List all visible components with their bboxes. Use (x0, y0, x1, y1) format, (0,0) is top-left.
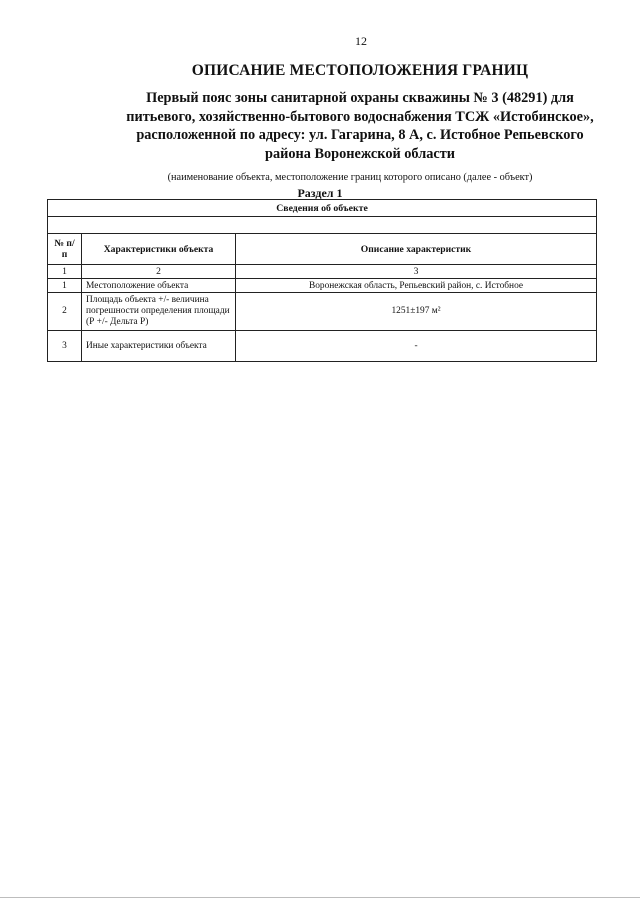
column-number: 2 (82, 265, 236, 279)
page-edge-rule (0, 897, 640, 898)
row-characteristic: Местоположение объекта (82, 279, 236, 293)
document-title: ОПИСАНИЕ МЕСТОПОЛОЖЕНИЯ ГРАНИЦ (191, 62, 529, 79)
table-row (48, 279, 597, 293)
section-title: Раздел 1 (297, 186, 343, 200)
column-number: 1 (48, 265, 82, 279)
row-characteristic: Иные характеристики объекта (82, 331, 236, 362)
object-name-line: Первый пояс зоны санитарной охраны скважины № 3 (48291) для (146, 90, 574, 106)
row-value: 1251±197 м² (236, 293, 597, 331)
header-num: № п/п (48, 234, 82, 265)
object-name (86, 89, 634, 163)
page-number: 12 (355, 34, 367, 48)
row-num: 2 (48, 293, 82, 331)
table-spacer (48, 217, 597, 234)
object-note: (наименование объекта, местоположение границ которого описано (далее - объект) (167, 172, 533, 183)
row-num: 3 (48, 331, 82, 362)
header-characteristic: Характеристики объекта (82, 234, 236, 265)
row-num: 1 (48, 279, 82, 293)
row-value: Воронежская область, Репьевский район, с. Истобное (236, 279, 597, 293)
object-name-line: питьевого, хозяйственно-бытового водоснабжения ТСЖ «Истобинское», (126, 108, 594, 125)
table-row (48, 331, 597, 362)
object-name-line: района Воронежской области (265, 145, 455, 162)
header-description: Описание характеристик (236, 234, 597, 265)
row-value: - (236, 331, 597, 362)
object-info-table (47, 199, 597, 375)
table-row (48, 293, 597, 331)
row-characteristic: Площадь объекта +/- величина погрешности определения площади (Р +/- Дельта Р) (82, 293, 236, 331)
object-name-line: расположенной по адресу: ул. Гагарина, 8 А, с. Истобное Репьевского (136, 127, 584, 143)
column-number: 3 (236, 265, 597, 279)
table-caption: Сведения об объекте (48, 200, 597, 217)
